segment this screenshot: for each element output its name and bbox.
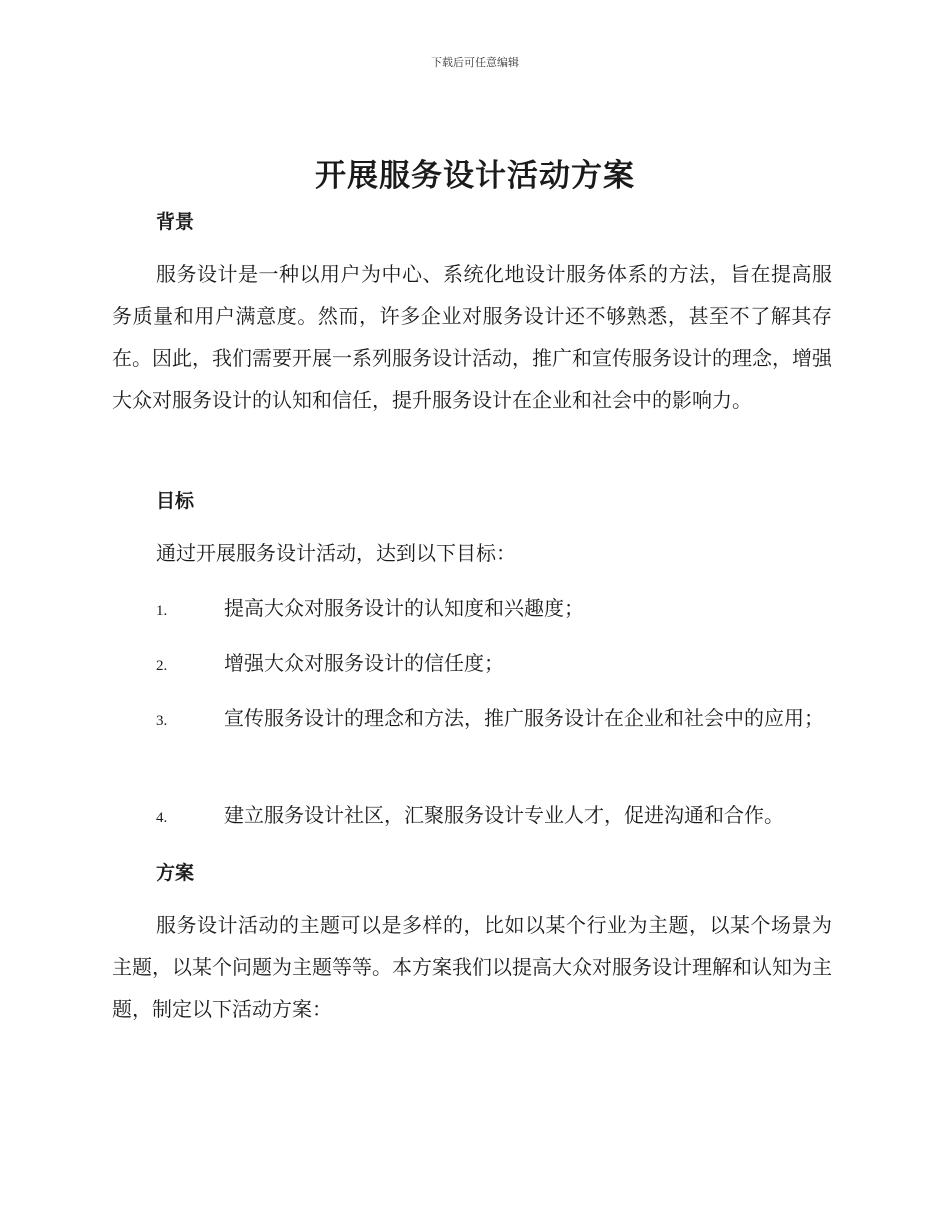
plan-paragraph: 服务设计活动的主题可以是多样的，比如以某个行业为主题，以某个场景为主题，以某个问题为主题等等。本方案我们以提高大众对服务设计理解和认知为主题，制定以下活动方案： [112, 913, 832, 1021]
list-number: 4. [156, 810, 168, 826]
goals-intro: 通过开展服务设计活动，达到以下目标： [156, 541, 516, 565]
list-number: 1. [156, 603, 168, 619]
background-paragraph: 服务设计是一种以用户为中心、系统化地设计服务体系的方法，旨在提高服务质量和用户满意度。然而，许多企业对服务设计还不够熟悉，甚至不了解其存在。因此，我们需要开展一系列服务设计活动，推广和宣传服务设计的理念，增强大众对服务设计的认知和信任，提升服务设计在企业和社会中的影响力。 [112, 262, 832, 412]
goal-list-item [112, 642, 832, 687]
goal-list-item [112, 587, 832, 632]
list-text: 宣传服务设计的理念和方法，推广服务设计在企业和社会中的应用； [224, 706, 824, 730]
document-title: 开展服务设计活动方案 [315, 158, 635, 194]
goal-list-item [112, 794, 832, 839]
list-text: 建立服务设计社区，汇聚服务设计专业人才，促进沟通和合作。 [224, 803, 784, 827]
list-number: 3. [156, 713, 168, 729]
section-heading-goals: 目标 [156, 490, 195, 512]
list-text: 提高大众对服务设计的认知度和兴趣度； [224, 596, 584, 620]
header-note: 下载后可任意编辑 [431, 56, 519, 69]
list-text: 增强大众对服务设计的信任度； [224, 651, 504, 675]
section-heading-background: 背景 [156, 211, 195, 233]
section-heading-plan: 方案 [156, 862, 195, 884]
list-number: 2. [156, 658, 168, 674]
goal-list-item [112, 697, 832, 742]
